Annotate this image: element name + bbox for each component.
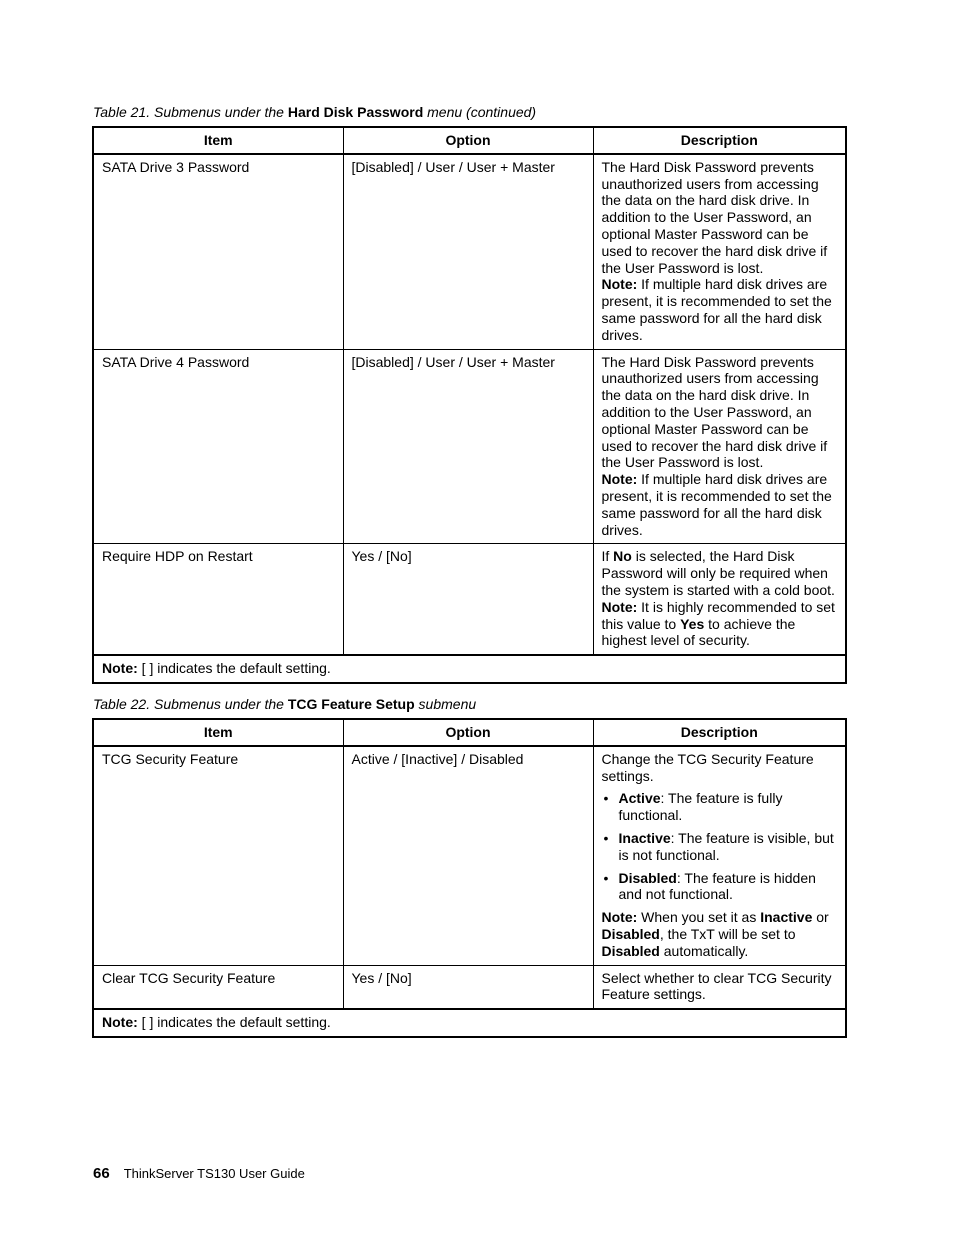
note-text: If multiple hard disk drives are present, it is recommended to set the same password for all the hard disk drives. — [601, 276, 832, 343]
bullet-term: Disabled — [618, 869, 677, 886]
description-text: Change the TCG Security Feature settings. — [601, 750, 814, 784]
list-item — [602, 790, 839, 824]
note-text: It is highly recommended to set this value to — [601, 598, 835, 632]
table-22 — [92, 718, 847, 1038]
cell-description — [593, 544, 846, 655]
note-text: [ ] indicates the default setting. — [137, 1014, 331, 1031]
note-text: [ ] indicates the default setting. — [137, 660, 331, 677]
caption-prefix: Table 22. Submenus under the — [93, 696, 288, 712]
bullet-text: : The feature is visible, but is not functional. — [618, 829, 834, 863]
cell-item: Clear TCG Security Feature — [93, 965, 343, 1009]
table-21-caption — [93, 104, 536, 121]
note-label: Note: — [601, 909, 638, 926]
note-label: Note: — [102, 1014, 138, 1031]
table-row — [93, 746, 846, 965]
table-header-row — [93, 719, 846, 746]
note-bold: Disabled — [601, 942, 660, 959]
header-description: Description — [593, 127, 846, 154]
table-row — [93, 965, 846, 1009]
note-text: to achieve the highest level of security. — [601, 615, 796, 649]
table-22-caption — [93, 696, 476, 713]
bullet-text: : The feature is hidden and not functional. — [618, 869, 816, 903]
table-21 — [92, 126, 847, 684]
caption-bold: Hard Disk Password — [287, 104, 424, 120]
table-note — [93, 655, 846, 683]
description-text: The Hard Disk Password prevents unauthorized users from accessing the data on the hard disk drive. In addition to the User Password, an optional Master Password can be used to recover the hard disk drive if the User Password is lost. — [601, 353, 828, 471]
cell-description — [593, 746, 846, 965]
table-note — [93, 1009, 846, 1037]
list-item — [602, 870, 839, 904]
note-text: When you set it as — [637, 909, 761, 926]
note-label: Note: — [601, 471, 638, 488]
page-number: 66 — [93, 1165, 110, 1182]
caption-suffix: submenu — [414, 696, 477, 712]
table-note-row — [93, 1009, 846, 1037]
table-note-row — [93, 655, 846, 683]
table-row — [93, 544, 846, 655]
document-title: ThinkServer TS130 User Guide — [123, 1166, 305, 1181]
header-item: Item — [93, 719, 343, 746]
note-bold: Yes — [680, 615, 705, 632]
list-item — [602, 830, 839, 864]
cell-item: SATA Drive 4 Password — [93, 349, 343, 544]
cell-option: Active / [Inactive] / Disabled — [343, 746, 593, 965]
header-option: Option — [343, 127, 593, 154]
note-text: , the TxT will be set to — [659, 925, 796, 942]
cell-option: [Disabled] / User / User + Master — [343, 349, 593, 544]
description-bold: No — [613, 548, 632, 565]
description-note — [602, 909, 839, 959]
caption-bold: TCG Feature Setup — [287, 696, 415, 712]
note-bold: Inactive — [760, 909, 813, 926]
cell-item: SATA Drive 3 Password — [93, 154, 343, 349]
note-label: Note: — [601, 276, 638, 293]
note-text: If multiple hard disk drives are present, it is recommended to set the same password for all the hard disk drives. — [601, 471, 832, 538]
cell-option: Yes / [No] — [343, 544, 593, 655]
description-text: If — [601, 548, 614, 565]
cell-item: Require HDP on Restart — [93, 544, 343, 655]
note-text: or — [812, 909, 829, 926]
bullet-list — [602, 790, 839, 903]
note-label: Note: — [102, 660, 138, 677]
cell-description — [593, 349, 846, 544]
description-text: is selected, the Hard Disk Password will only be required when the system is started with a cold boot. — [601, 548, 835, 598]
note-label: Note: — [601, 598, 638, 615]
table-row — [93, 349, 846, 544]
header-item: Item — [93, 127, 343, 154]
description-text: The Hard Disk Password prevents unauthorized users from accessing the data on the hard disk drive. In addition to the User Password, an optional Master Password can be used to recover the hard disk drive if the User Password is lost. — [601, 158, 828, 276]
note-text: automatically. — [659, 942, 749, 959]
cell-item: TCG Security Feature — [93, 746, 343, 965]
note-bold: Disabled — [601, 925, 660, 942]
page-footer — [93, 1166, 305, 1183]
caption-suffix: menu (continued) — [423, 104, 537, 120]
caption-prefix: Table 21. Submenus under the — [93, 104, 288, 120]
bullet-term: Active — [618, 790, 661, 807]
bullet-text: : The feature is fully functional. — [618, 790, 783, 824]
table-header-row — [93, 127, 846, 154]
cell-option: Yes / [No] — [343, 965, 593, 1009]
table-row — [93, 154, 846, 349]
cell-description — [593, 154, 846, 349]
bullet-term: Inactive — [618, 829, 671, 846]
cell-description: Select whether to clear TCG Security Feature settings. — [593, 965, 846, 1009]
header-description: Description — [593, 719, 846, 746]
header-option: Option — [343, 719, 593, 746]
cell-option: [Disabled] / User / User + Master — [343, 154, 593, 349]
